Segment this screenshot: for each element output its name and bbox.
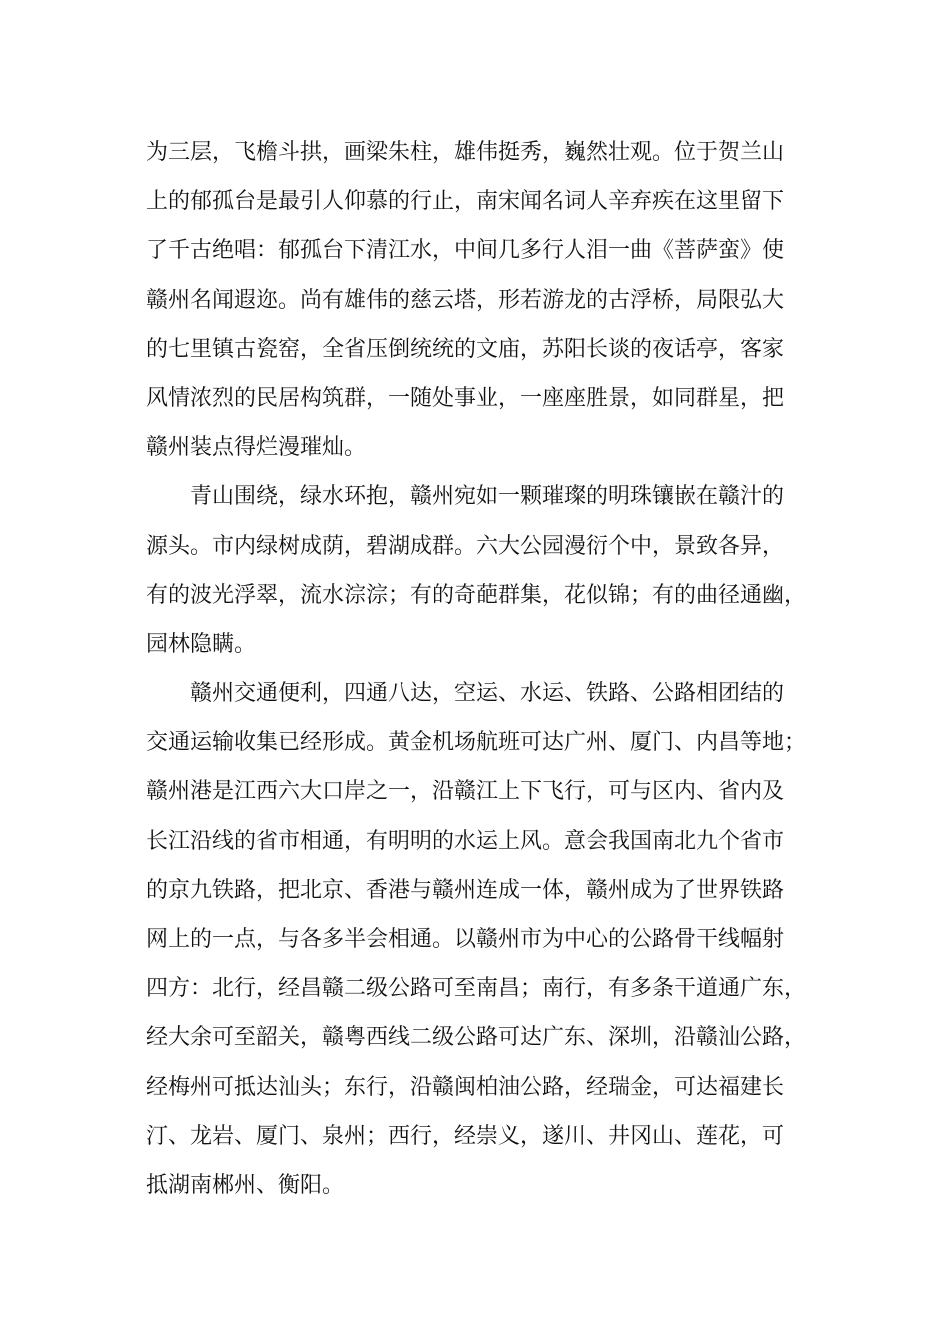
text-line: 为三层，飞檐斗拱，画梁朱柱，雄伟挺秀，巍然壮观。位于贺兰山 (146, 140, 785, 165)
text-line: 抵湖南郴州、衡阳。 (146, 1172, 345, 1198)
text-line: 青山围绕，绿水环抱，赣州宛如一颗璀璨的明珠镶嵌在赣汁的 (190, 484, 785, 510)
text-line: 长江沿线的省市相通，有明明的水运上风。意会我国南北九个省市 (146, 828, 785, 854)
text-line: 风情浓烈的民居构筑群，一随处事业，一座座胜景，如同群星，把 (146, 385, 785, 411)
text-line: 的京九铁路，把北京、香港与赣州连成一体，赣州成为了世界铁路 (146, 877, 785, 903)
text-line: 网上的一点，与各多半会相通。以赣州市为中心的公路骨干线幅射 (146, 927, 785, 952)
text-line: 园林隐瞒。 (146, 631, 257, 657)
text-line: 交通运输收集已经形成。黄金机场航班可达广州、厦门、内昌等地； (146, 730, 807, 756)
text-line: 赣州交通便利，四通八达，空运、水运、铁路、公路相团结的 (190, 681, 785, 707)
text-line: 赣州名闻遐迩。尚有雄伟的慈云塔，形若游龙的古浮桥，局限弘大 (146, 287, 785, 313)
text-line: 了千古绝唱：郁孤台下清江水，中间几多行人泪一曲《菩萨蛮》使 (146, 238, 785, 264)
text-line: 汀、龙岩、厦门、泉州；西行，经崇义，遂川、井冈山、莲花，可 (146, 1123, 785, 1149)
text-line: 赣州港是江西六大口岸之一，沿赣江上下飞行，可与区内、省内及 (146, 779, 785, 805)
text-line: 上的郁孤台是最引人仰慕的行止，南宋闻名词人辛弃疾在这里留下 (146, 189, 785, 215)
text-line: 经大余可至韶关，赣粤西线二级公路可达广东、深圳，沿赣汕公路， (146, 1025, 807, 1051)
body-text (146, 128, 816, 1210)
text-line: 有的波光浮翠，流水淙淙；有的奇葩群集，花似锦；有的曲径通幽， (146, 582, 807, 608)
text-line: 源头。市内绿树成荫，碧湖成群。六大公园漫衍个中，景致各异， (146, 533, 785, 559)
paragraph-1 (146, 128, 816, 472)
paragraph-2 (146, 472, 816, 669)
text-line: 经梅州可抵达汕头；东行，沿赣闽柏油公路，经瑞金，可达福建长 (146, 1074, 785, 1100)
text-line: 的七里镇古瓷窑，全省压倒统统的文庙，苏阳长谈的夜话亭，客家 (146, 336, 785, 362)
paragraph-3 (146, 669, 816, 1210)
text-line: 四方：北行，经昌赣二级公路可至南昌；南行，有多条干道通广东， (146, 976, 807, 1002)
text-line: 赣州装点得烂漫璀灿。 (146, 435, 367, 461)
